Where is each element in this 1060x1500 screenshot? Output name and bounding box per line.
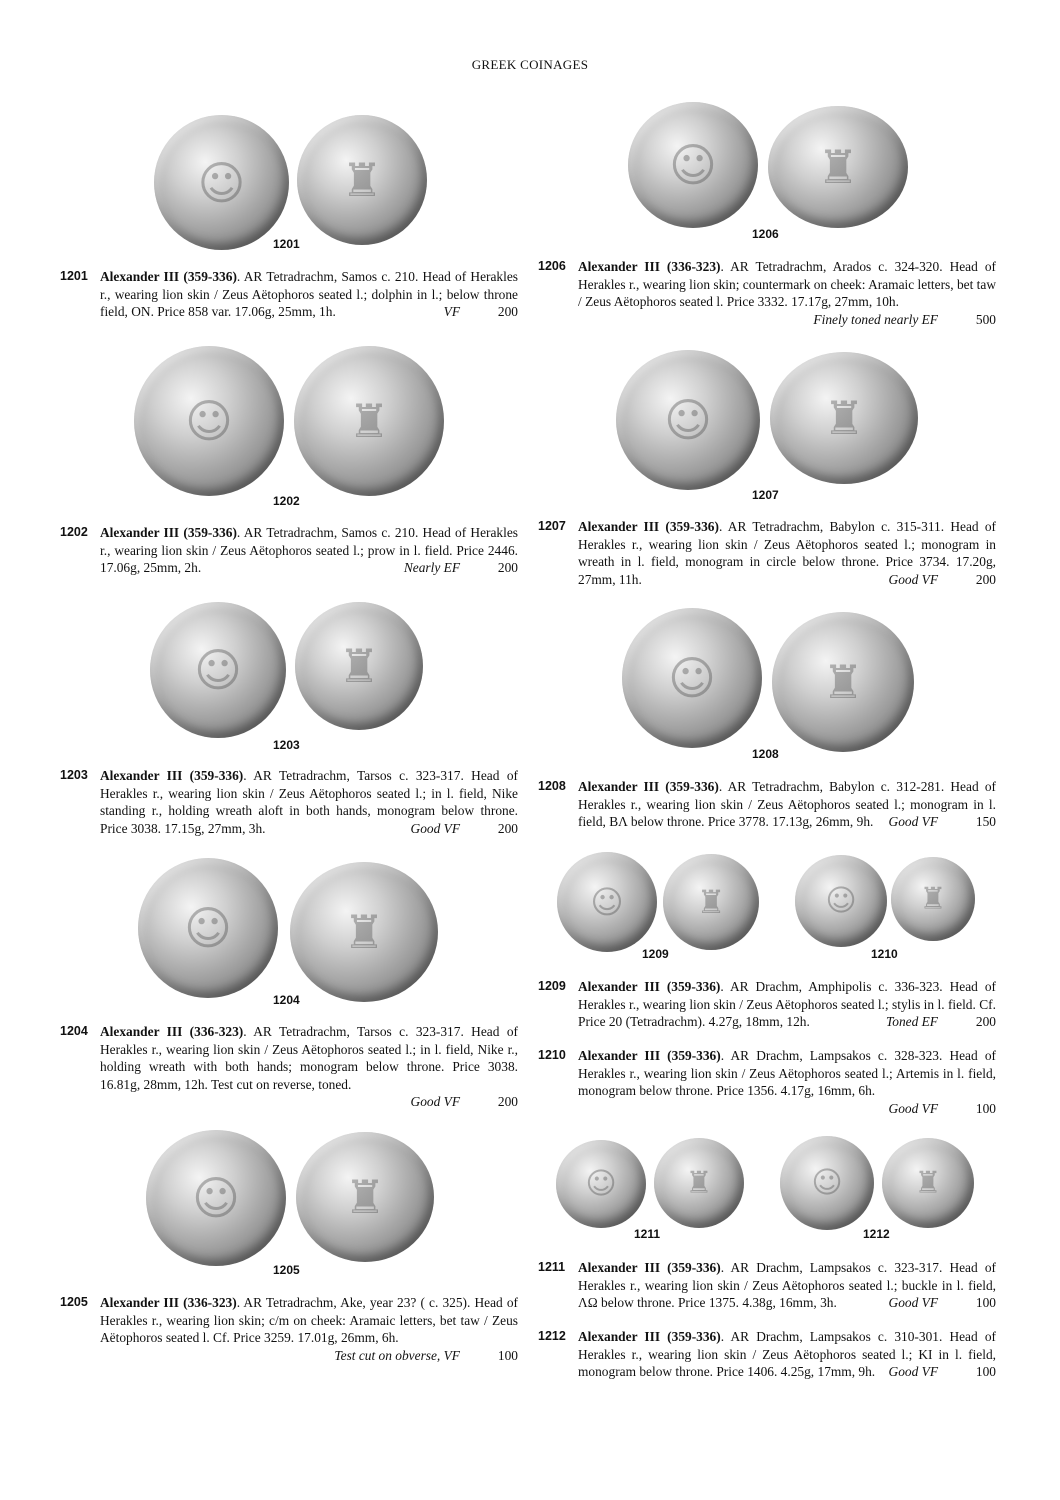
page-header: GREEK COINAGES	[471, 57, 589, 72]
coin-image-1209	[557, 852, 767, 962]
lot-description: . AR Tetradrachm, Babylon c. 312-281. Head of Herakles r., wearing lion skin / Zeus Aëtophoros seated l.; monogram in l. field, BΛ below throne. Price 3778. 17.13g, 26mm, 9h.	[578, 779, 996, 829]
reverse-image: ♜	[882, 1138, 974, 1228]
coin-image-1201	[154, 112, 424, 252]
lot-description: . AR Tetradrachm, Samos c. 210. Head of Herakles r., wearing lion skin / Zeus Aëtophoros seated l.; dolphin in l.; below throne field, ON. Price 858 var. 17.06g, 25mm, 1h.	[100, 269, 518, 319]
reverse-image: ♜	[294, 346, 444, 496]
lot-1205	[60, 1294, 518, 1364]
lot-price: 200	[975, 1014, 996, 1029]
obverse-image: ☺	[628, 102, 758, 228]
coin-image-1206	[628, 102, 918, 232]
coin-image-1205	[146, 1130, 436, 1270]
lot-number: 1212	[538, 1329, 566, 1343]
lot-title: Alexander III (336-323)	[100, 1024, 244, 1039]
image-caption-1204: 1204	[273, 993, 300, 1007]
lot-description: . AR Tetradrachm, Samos c. 210. Head of Herakles r., wearing lion skin / Zeus Aëtophoros seated l.; prow in l. field. Price 2446. 17.06g, 25mm, 2h.	[100, 525, 518, 575]
lot-description: . AR Drachm, Lampsakos c. 310-301. Head of Herakles r., wearing lion skin / Zeus Aëtophoros seated l.; KI in l. field, monogram below throne. Price 1406. 4.25g, 17mm, 9h.	[578, 1329, 996, 1379]
obverse-image: ☺	[134, 346, 284, 496]
lot-price: 150	[975, 814, 996, 829]
image-caption-1212: 1212	[863, 1227, 890, 1241]
reverse-image: ♜	[297, 115, 427, 245]
lot-number: 1205	[60, 1295, 88, 1309]
lot-grade: Nearly EF	[403, 560, 460, 575]
lot-1211	[538, 1259, 996, 1312]
lot-title: Alexander III (336-323)	[100, 1295, 237, 1310]
lot-grade: Good VF	[888, 1364, 938, 1379]
image-caption-1206: 1206	[752, 227, 779, 241]
lot-description: . AR Tetradrachm, Babylon c. 315-311. Head of Herakles r., wearing lion skin / Zeus Aëtophoros seated l.; monogram in wreath in l. field, monogram in circle below throne. Price 3734. 17.20g, 27mm, 11h.	[578, 519, 996, 587]
image-caption-1202: 1202	[273, 494, 300, 508]
lot-price: 200	[975, 571, 996, 587]
lot-price: 500	[975, 311, 996, 327]
lot-description: . AR Tetradrachm, Ake, year 23? ( c. 325). Head of Herakles r., wearing lion skin; c/m on cheek: Aramaic letters, bet taw / Zeus Aëtophoros seated l. Cf. Price 3259. 17.01g, 26mm, 6h.	[100, 1295, 518, 1345]
lot-1201	[60, 268, 518, 321]
lot-description: . AR Tetradrachm, Tarsos c. 323-317. Head of Herakles r., wearing lion skin / Zeus Aëtophoros seated l.; in l. field, Nike standing r., holding wreath aloft in both hands, monogram below throne. Price 3038. 17.15g, 27mm, 3h.	[100, 768, 518, 836]
lot-price: 200	[497, 304, 518, 319]
lot-title: Alexander III (359-336)	[578, 1329, 721, 1344]
obverse-image: ☺	[795, 855, 887, 947]
lot-number: 1204	[60, 1024, 88, 1038]
lot-number: 1211	[538, 1260, 566, 1274]
lot-title: Alexander III (359-336)	[578, 1048, 721, 1063]
lot-description: . AR Drachm, Lampsakos c. 328-323. Head of Herakles r., wearing lion skin / Zeus Aëtophoros seated l.; Artemis in l. field, monogram below throne. Price 1356. 4.17g, 16mm, 6h.	[578, 1048, 996, 1098]
obverse-image: ☺	[138, 858, 278, 998]
lot-number: 1210	[538, 1048, 566, 1062]
lot-price: 100	[975, 1295, 996, 1310]
lot-number: 1203	[60, 768, 88, 782]
coin-image-1208	[622, 608, 922, 758]
reverse-image: ♜	[770, 352, 918, 484]
obverse-image: ☺	[557, 852, 657, 952]
image-caption-1201: 1201	[273, 237, 300, 251]
lot-grade: Finely toned nearly EF	[813, 311, 938, 327]
reverse-image: ♜	[768, 106, 908, 228]
lot-number: 1201	[60, 269, 88, 283]
image-caption-1208: 1208	[752, 747, 779, 761]
lot-number: 1202	[60, 525, 88, 539]
lot-grade: Good VF	[888, 814, 938, 829]
lot-price: 100	[975, 1100, 996, 1116]
lot-number: 1206	[538, 259, 566, 273]
lot-price: 100	[497, 1347, 518, 1363]
reverse-image: ♜	[295, 602, 423, 730]
obverse-image: ☺	[154, 115, 289, 250]
image-caption-1205: 1205	[273, 1263, 300, 1277]
lot-title: Alexander III (359-336)	[578, 519, 719, 534]
coin-image-1210	[795, 855, 985, 955]
lot-1207	[538, 518, 996, 588]
lot-title: Alexander III (359-336)	[578, 979, 721, 994]
obverse-image: ☺	[146, 1130, 286, 1266]
lot-grade: Toned EF	[886, 1014, 938, 1029]
coin-image-1203	[150, 602, 430, 742]
image-caption-1210: 1210	[871, 947, 898, 961]
obverse-image: ☺	[616, 350, 760, 490]
reverse-image: ♜	[891, 857, 975, 941]
image-caption-1211: 1211	[634, 1227, 661, 1241]
coin-image-1212	[780, 1136, 980, 1236]
reverse-image: ♜	[663, 854, 759, 950]
image-caption-1207: 1207	[752, 488, 779, 502]
lot-number: 1207	[538, 519, 566, 533]
lot-title: Alexander III (359-336)	[100, 525, 237, 540]
obverse-image: ☺	[780, 1136, 874, 1230]
reverse-image: ♜	[296, 1132, 434, 1262]
lot-1212	[538, 1328, 996, 1381]
lot-grade: VF	[443, 304, 460, 319]
lot-title: Alexander III (359-336)	[578, 779, 719, 794]
lot-price: 200	[497, 1094, 518, 1109]
lot-grade: Good VF	[888, 1100, 938, 1116]
lot-description: . AR Tetradrachm, Arados c. 324-320. Head of Herakles r., wearing lion skin; countermark on cheek: Aramaic letters, bet taw / Zeus Aëtophoros seated l. Price 3332. 17.17g, 27mm, 10h.	[578, 259, 996, 309]
lot-1204	[60, 1023, 518, 1111]
lot-1210	[538, 1047, 996, 1117]
reverse-image: ♜	[772, 612, 914, 752]
lot-grade: Good VF	[888, 571, 938, 587]
lot-1208	[538, 778, 996, 831]
coin-image-1207	[616, 350, 926, 490]
image-caption-1209: 1209	[642, 947, 669, 961]
coin-image-1211	[556, 1138, 726, 1238]
obverse-image: ☺	[556, 1140, 646, 1228]
reverse-image: ♜	[654, 1138, 744, 1228]
lot-description: . AR Drachm, Lampsakos c. 323-317. Head of Herakles r., wearing lion skin / Zeus Aëtophoros seated l.; buckle in l. field, ΛΩ below throne. Price 1375. 4.38g, 16mm, 3h.	[578, 1260, 996, 1310]
obverse-image: ☺	[150, 602, 286, 738]
lot-title: Alexander III (359-336)	[100, 768, 244, 783]
lot-price: 100	[975, 1364, 996, 1379]
lot-title: Alexander III (359-336)	[100, 269, 237, 284]
lot-1203	[60, 767, 518, 837]
lot-1209	[538, 978, 996, 1031]
obverse-image: ☺	[622, 608, 762, 748]
lot-number: 1208	[538, 779, 566, 793]
lot-price: 200	[497, 820, 518, 836]
lot-description: . AR Tetradrachm, Tarsos c. 323-317. Head of Herakles r., wearing lion skin / Zeus Aëtophoros seated l.; in l. field, Nike r., holding wreath with both hands; monogram below throne. Price 3038. 16.81g, 28mm, 12h. Test cut on reverse, toned.	[100, 1024, 518, 1092]
coin-image-1204	[138, 858, 438, 1008]
lot-title: Alexander III (336-323)	[578, 259, 721, 274]
lot-1206	[538, 258, 996, 328]
lot-grade: Good VF	[410, 820, 460, 836]
lot-grade: Test cut on obverse, VF	[334, 1347, 460, 1363]
lot-price: 200	[497, 560, 518, 575]
image-caption-1203: 1203	[273, 738, 300, 752]
reverse-image: ♜	[290, 862, 438, 1002]
lot-1202	[60, 524, 518, 577]
lot-title: Alexander III (359-336)	[578, 1260, 721, 1275]
lot-number: 1209	[538, 979, 566, 993]
lot-grade: Good VF	[410, 1094, 460, 1109]
coin-image-1202	[134, 346, 434, 506]
lot-grade: Good VF	[888, 1295, 938, 1310]
lot-description: . AR Drachm, Amphipolis c. 336-323. Head of Herakles r., wearing lion skin / Zeus Aëtophoros seated l.; stylis in l. field. Cf. Price 20 (Tetradrachm). 4.27g, 18mm, 12h.	[578, 979, 996, 1029]
